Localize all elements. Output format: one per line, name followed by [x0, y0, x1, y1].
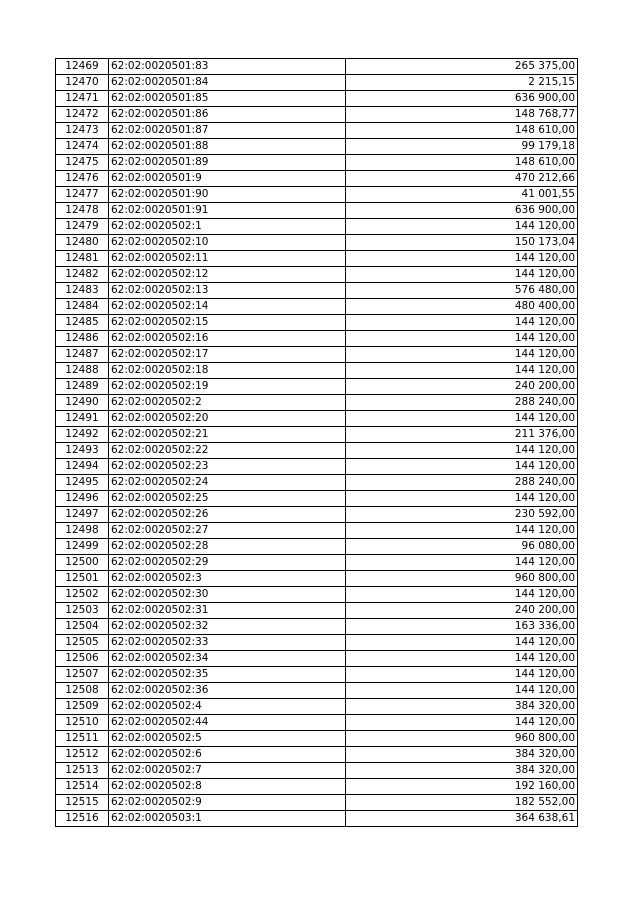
value-cell: 960 800,00 [346, 571, 578, 587]
value-cell: 384 320,00 [346, 747, 578, 763]
row-number-cell: 12496 [56, 491, 109, 507]
value-cell: 150 173,04 [346, 235, 578, 251]
table-row [56, 699, 578, 715]
cadastral-number-cell: 62:02:0020502:21 [109, 427, 346, 443]
cadastral-number-cell: 62:02:0020502:34 [109, 651, 346, 667]
table-row [56, 347, 578, 363]
value-cell: 144 120,00 [346, 651, 578, 667]
cadastral-number-cell: 62:02:0020502:13 [109, 283, 346, 299]
cadastral-number-cell: 62:02:0020502:9 [109, 795, 346, 811]
table-row [56, 267, 578, 283]
value-cell: 192 160,00 [346, 779, 578, 795]
cadastral-number-cell: 62:02:0020501:90 [109, 187, 346, 203]
cadastral-number-cell: 62:02:0020502:24 [109, 475, 346, 491]
cadastral-number-cell: 62:02:0020502:29 [109, 555, 346, 571]
cadastral-number-cell: 62:02:0020502:26 [109, 507, 346, 523]
row-number-cell: 12493 [56, 443, 109, 459]
row-number-cell: 12503 [56, 603, 109, 619]
value-cell: 364 638,61 [346, 811, 578, 827]
table-row [56, 747, 578, 763]
cadastral-number-cell: 62:02:0020501:86 [109, 107, 346, 123]
value-cell: 636 900,00 [346, 203, 578, 219]
table-row [56, 107, 578, 123]
table-row [56, 795, 578, 811]
table-row [56, 651, 578, 667]
row-number-cell: 12489 [56, 379, 109, 395]
table-row [56, 187, 578, 203]
row-number-cell: 12508 [56, 683, 109, 699]
table-row [56, 155, 578, 171]
table-row [56, 587, 578, 603]
value-cell: 144 120,00 [346, 443, 578, 459]
value-cell: 144 120,00 [346, 635, 578, 651]
cadastral-number-cell: 62:02:0020503:1 [109, 811, 346, 827]
row-number-cell: 12494 [56, 459, 109, 475]
table-row [56, 363, 578, 379]
table-row [56, 91, 578, 107]
cadastral-number-cell: 62:02:0020502:22 [109, 443, 346, 459]
cadastral-number-cell: 62:02:0020502:5 [109, 731, 346, 747]
row-number-cell: 12491 [56, 411, 109, 427]
table-row [56, 411, 578, 427]
cadastral-number-cell: 62:02:0020502:14 [109, 299, 346, 315]
table-row [56, 683, 578, 699]
cadastral-number-cell: 62:02:0020501:91 [109, 203, 346, 219]
cadastral-number-cell: 62:02:0020502:6 [109, 747, 346, 763]
row-number-cell: 12492 [56, 427, 109, 443]
row-number-cell: 12484 [56, 299, 109, 315]
cadastral-number-cell: 62:02:0020502:8 [109, 779, 346, 795]
cadastral-number-cell: 62:02:0020502:18 [109, 363, 346, 379]
row-number-cell: 12504 [56, 619, 109, 635]
value-cell: 144 120,00 [346, 331, 578, 347]
row-number-cell: 12476 [56, 171, 109, 187]
cadastral-number-cell: 62:02:0020501:88 [109, 139, 346, 155]
table-row [56, 315, 578, 331]
table-row [56, 379, 578, 395]
cadastral-number-cell: 62:02:0020502:10 [109, 235, 346, 251]
table-row [56, 139, 578, 155]
row-number-cell: 12512 [56, 747, 109, 763]
table-row [56, 395, 578, 411]
cadastral-number-cell: 62:02:0020502:36 [109, 683, 346, 699]
cadastral-number-cell: 62:02:0020502:11 [109, 251, 346, 267]
row-number-cell: 12514 [56, 779, 109, 795]
cadastral-number-cell: 62:02:0020501:89 [109, 155, 346, 171]
table-row [56, 571, 578, 587]
table-row [56, 539, 578, 555]
table-row [56, 811, 578, 827]
value-cell: 144 120,00 [346, 267, 578, 283]
row-number-cell: 12515 [56, 795, 109, 811]
cadastral-number-cell: 62:02:0020501:84 [109, 75, 346, 91]
row-number-cell: 12488 [56, 363, 109, 379]
row-number-cell: 12472 [56, 107, 109, 123]
value-cell: 144 120,00 [346, 219, 578, 235]
table-row [56, 59, 578, 75]
cadastral-number-cell: 62:02:0020502:28 [109, 539, 346, 555]
value-cell: 144 120,00 [346, 715, 578, 731]
row-number-cell: 12475 [56, 155, 109, 171]
cadastral-value-table [55, 58, 578, 827]
row-number-cell: 12481 [56, 251, 109, 267]
cadastral-number-cell: 62:02:0020501:9 [109, 171, 346, 187]
row-number-cell: 12499 [56, 539, 109, 555]
table-row [56, 251, 578, 267]
row-number-cell: 12506 [56, 651, 109, 667]
value-cell: 480 400,00 [346, 299, 578, 315]
row-number-cell: 12473 [56, 123, 109, 139]
cadastral-number-cell: 62:02:0020501:85 [109, 91, 346, 107]
value-cell: 144 120,00 [346, 683, 578, 699]
value-cell: 265 375,00 [346, 59, 578, 75]
value-cell: 384 320,00 [346, 763, 578, 779]
value-cell: 144 120,00 [346, 587, 578, 603]
cadastral-number-cell: 62:02:0020502:2 [109, 395, 346, 411]
cadastral-number-cell: 62:02:0020501:87 [109, 123, 346, 139]
cadastral-number-cell: 62:02:0020502:7 [109, 763, 346, 779]
row-number-cell: 12482 [56, 267, 109, 283]
value-cell: 2 215,15 [346, 75, 578, 91]
cadastral-number-cell: 62:02:0020501:83 [109, 59, 346, 75]
value-cell: 211 376,00 [346, 427, 578, 443]
table-row [56, 635, 578, 651]
table-row [56, 75, 578, 91]
value-cell: 96 080,00 [346, 539, 578, 555]
table-row [56, 763, 578, 779]
value-cell: 288 240,00 [346, 395, 578, 411]
table-row [56, 443, 578, 459]
value-cell: 470 212,66 [346, 171, 578, 187]
value-cell: 99 179,18 [346, 139, 578, 155]
value-cell: 182 552,00 [346, 795, 578, 811]
cadastral-number-cell: 62:02:0020502:16 [109, 331, 346, 347]
table-row [56, 491, 578, 507]
cadastral-number-cell: 62:02:0020502:3 [109, 571, 346, 587]
row-number-cell: 12474 [56, 139, 109, 155]
cadastral-number-cell: 62:02:0020502:23 [109, 459, 346, 475]
value-cell: 148 610,00 [346, 155, 578, 171]
row-number-cell: 12507 [56, 667, 109, 683]
row-number-cell: 12500 [56, 555, 109, 571]
value-cell: 144 120,00 [346, 363, 578, 379]
value-cell: 163 336,00 [346, 619, 578, 635]
value-cell: 148 610,00 [346, 123, 578, 139]
value-cell: 144 120,00 [346, 555, 578, 571]
table-row [56, 779, 578, 795]
value-cell: 144 120,00 [346, 411, 578, 427]
cadastral-number-cell: 62:02:0020502:20 [109, 411, 346, 427]
value-cell: 230 592,00 [346, 507, 578, 523]
value-cell: 384 320,00 [346, 699, 578, 715]
value-cell: 41 001,55 [346, 187, 578, 203]
value-cell: 636 900,00 [346, 91, 578, 107]
cadastral-number-cell: 62:02:0020502:1 [109, 219, 346, 235]
row-number-cell: 12516 [56, 811, 109, 827]
table-row [56, 507, 578, 523]
table-row [56, 603, 578, 619]
row-number-cell: 12487 [56, 347, 109, 363]
table-row [56, 715, 578, 731]
cadastral-number-cell: 62:02:0020502:35 [109, 667, 346, 683]
value-cell: 144 120,00 [346, 251, 578, 267]
row-number-cell: 12501 [56, 571, 109, 587]
value-cell: 144 120,00 [346, 347, 578, 363]
value-cell: 240 200,00 [346, 379, 578, 395]
table-body [56, 59, 578, 827]
row-number-cell: 12497 [56, 507, 109, 523]
row-number-cell: 12510 [56, 715, 109, 731]
row-number-cell: 12469 [56, 59, 109, 75]
row-number-cell: 12479 [56, 219, 109, 235]
row-number-cell: 12495 [56, 475, 109, 491]
table-row [56, 619, 578, 635]
value-cell: 960 800,00 [346, 731, 578, 747]
cadastral-number-cell: 62:02:0020502:33 [109, 635, 346, 651]
table-row [56, 219, 578, 235]
cadastral-number-cell: 62:02:0020502:27 [109, 523, 346, 539]
cadastral-number-cell: 62:02:0020502:12 [109, 267, 346, 283]
cadastral-number-cell: 62:02:0020502:44 [109, 715, 346, 731]
table-row [56, 475, 578, 491]
row-number-cell: 12511 [56, 731, 109, 747]
cadastral-number-cell: 62:02:0020502:4 [109, 699, 346, 715]
row-number-cell: 12477 [56, 187, 109, 203]
row-number-cell: 12478 [56, 203, 109, 219]
value-cell: 144 120,00 [346, 459, 578, 475]
table-row [56, 283, 578, 299]
value-cell: 144 120,00 [346, 523, 578, 539]
row-number-cell: 12485 [56, 315, 109, 331]
value-cell: 148 768,77 [346, 107, 578, 123]
row-number-cell: 12498 [56, 523, 109, 539]
value-cell: 144 120,00 [346, 315, 578, 331]
row-number-cell: 12513 [56, 763, 109, 779]
table-row [56, 123, 578, 139]
cadastral-number-cell: 62:02:0020502:15 [109, 315, 346, 331]
row-number-cell: 12502 [56, 587, 109, 603]
cadastral-number-cell: 62:02:0020502:32 [109, 619, 346, 635]
row-number-cell: 12470 [56, 75, 109, 91]
cadastral-number-cell: 62:02:0020502:31 [109, 603, 346, 619]
cadastral-number-cell: 62:02:0020502:30 [109, 587, 346, 603]
value-cell: 144 120,00 [346, 667, 578, 683]
table-row [56, 427, 578, 443]
row-number-cell: 12486 [56, 331, 109, 347]
cadastral-number-cell: 62:02:0020502:17 [109, 347, 346, 363]
table-row [56, 235, 578, 251]
value-cell: 240 200,00 [346, 603, 578, 619]
table-row [56, 299, 578, 315]
table-row [56, 331, 578, 347]
value-cell: 144 120,00 [346, 491, 578, 507]
row-number-cell: 12509 [56, 699, 109, 715]
row-number-cell: 12505 [56, 635, 109, 651]
value-cell: 576 480,00 [346, 283, 578, 299]
row-number-cell: 12471 [56, 91, 109, 107]
table-row [56, 731, 578, 747]
cadastral-number-cell: 62:02:0020502:19 [109, 379, 346, 395]
cadastral-number-cell: 62:02:0020502:25 [109, 491, 346, 507]
value-cell: 288 240,00 [346, 475, 578, 491]
table-row [56, 523, 578, 539]
table-row [56, 667, 578, 683]
row-number-cell: 12480 [56, 235, 109, 251]
table-row [56, 555, 578, 571]
table-row [56, 459, 578, 475]
row-number-cell: 12490 [56, 395, 109, 411]
table-row [56, 171, 578, 187]
row-number-cell: 12483 [56, 283, 109, 299]
table-row [56, 203, 578, 219]
